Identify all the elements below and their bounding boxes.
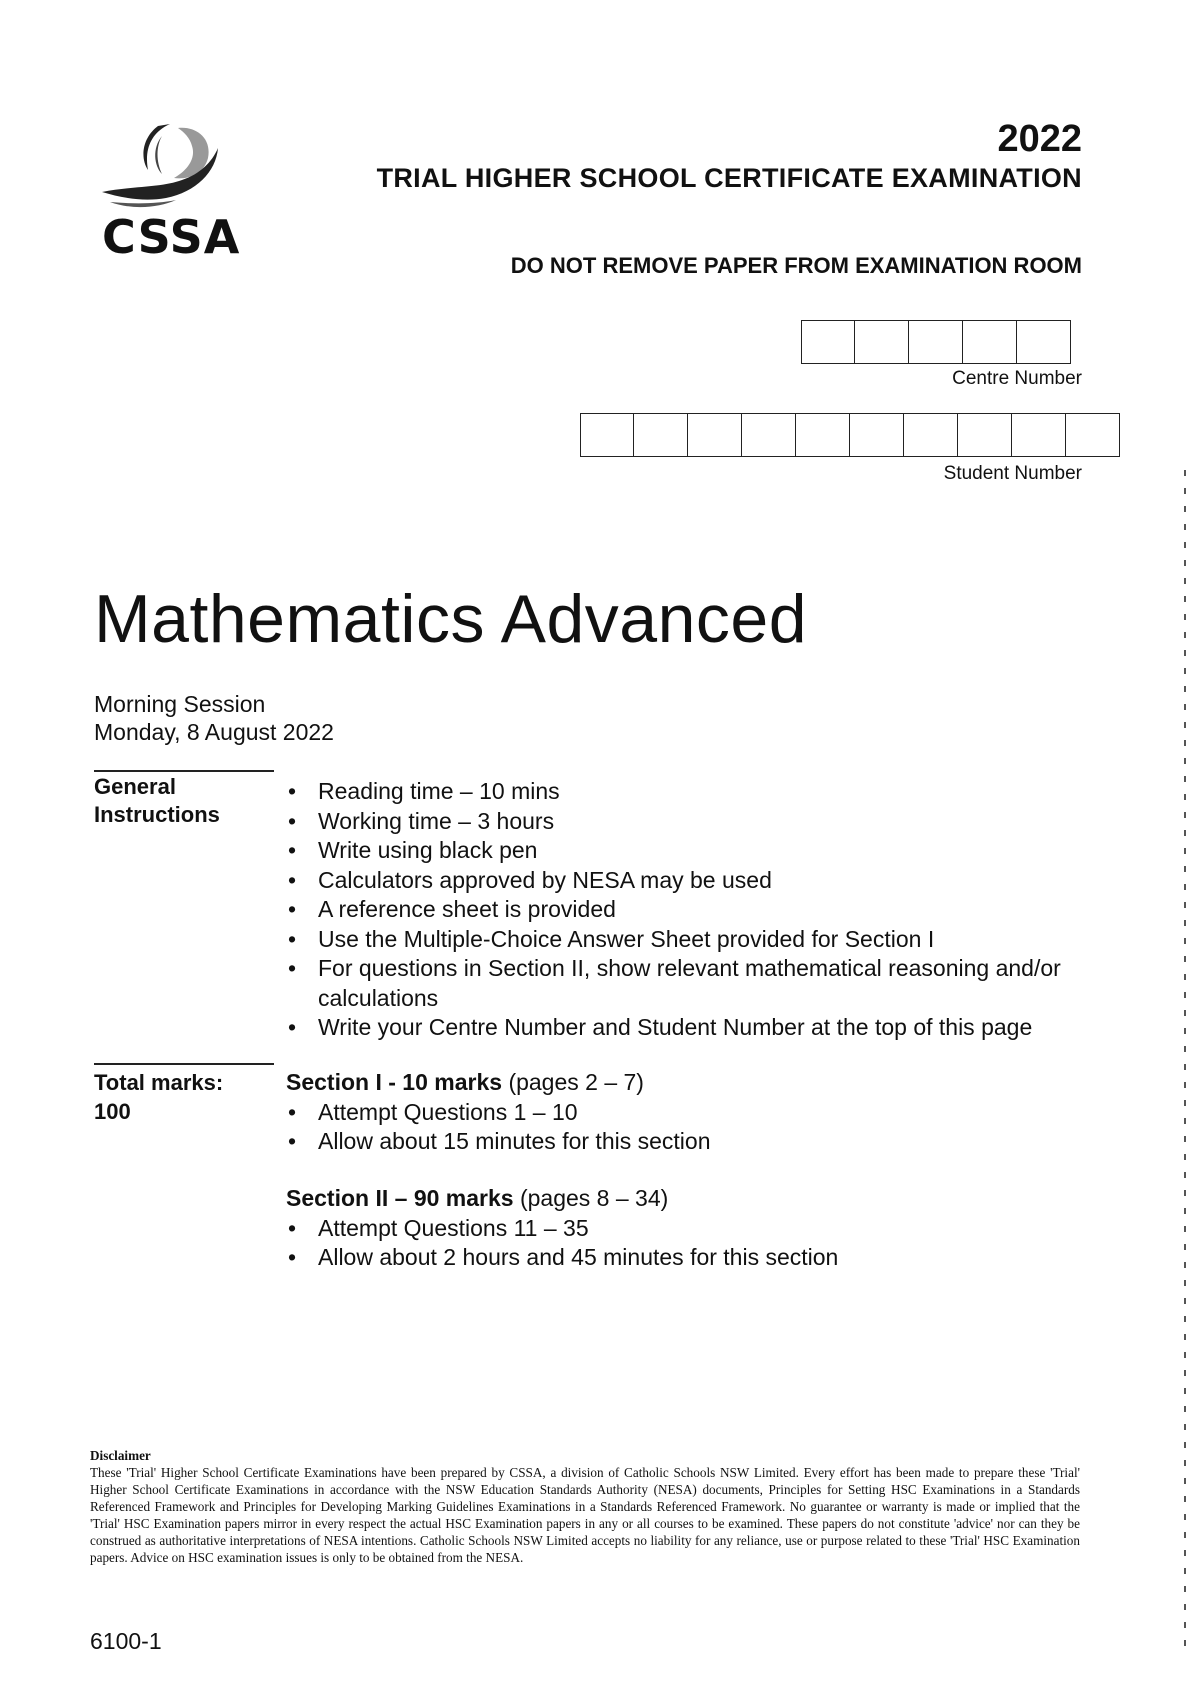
centre-number-digit-box[interactable] [855,320,909,364]
section-item: • Attempt Questions 1 – 10 [286,1098,710,1128]
general-instructions-list [286,777,1106,1043]
student-number-digit-box[interactable] [688,413,742,457]
exam-notice: DO NOT REMOVE PAPER FROM EXAMINATION ROOM [510,253,1082,278]
instruction-item: • Reading time – 10 mins [286,777,1106,807]
divider [94,770,274,772]
student-number-label: Student Number [943,463,1082,484]
section-heading: Section I - 10 marks (pages 2 – 7) [286,1069,644,1095]
centre-number-digit-box[interactable] [909,320,963,364]
exam-title: TRIAL HIGHER SCHOOL CERTIFICATE EXAMINATION [376,163,1082,193]
instruction-item: • Working time – 3 hours [286,807,1106,837]
instruction-item: • Write your Centre Number and Student Number at the top of this page [286,1013,1106,1043]
disclaimer-text: These 'Trial' Higher School Certificate Examinations have been prepared by CSSA, a division of Catholic Schools NSW Limited. Every effort has been made to prepare these 'Trial' Higher School Certificate Examinations in accordance with the NSW Education Standards Authority (NESA) documents, Principles for Setting HSC Examinations in a Standards Referenced Framework and Principles for Developing Marking Guidelines Examinations in a Standards Referenced Framework. No guarantee or warranty is made or implied that the 'Trial' HSC Examination papers mirror in every respect the actual HSC Examination papers in any or all courses to be examined. These papers do not constitute 'advice' nor can they be construed as authoritative interpretations of NESA intentions. Catholic Schools NSW Limited accepts no liability for any reliance, use or purpose related to these 'Trial' HSC Examination papers. Advice on HSC examination issues is only to be obtained from the NESA. [90,1465,1080,1565]
student-number-digit-box[interactable] [850,413,904,457]
student-number-digit-box[interactable] [796,413,850,457]
centre-number-digit-box[interactable] [1017,320,1071,364]
student-number-digit-box[interactable] [634,413,688,457]
disclaimer-heading: Disclaimer [90,1448,151,1463]
section-heading: Section II – 90 marks (pages 8 – 34) [286,1185,669,1211]
instruction-item: • Calculators approved by NESA may be used [286,866,1106,896]
subject-title: Mathematics Advanced [94,581,808,657]
centre-number-digit-box[interactable] [963,320,1017,364]
student-number-digit-box[interactable] [580,413,634,457]
session-date: Monday, 8 August 2022 [94,719,334,745]
disclaimer [90,1447,1080,1566]
section-1-info [286,1068,710,1157]
student-number-digit-box[interactable] [904,413,958,457]
instruction-item: • For questions in Section II, show relevant mathematical reasoning and/or calculations [286,954,1106,1013]
instruction-item: • Use the Multiple-Choice Answer Sheet provided for Section I [286,925,1106,955]
student-number-digit-box[interactable] [1066,413,1120,457]
exam-year: 2022 [997,118,1082,160]
logo-text: CSSA [102,210,241,264]
instruction-item: • Write using black pen [286,836,1106,866]
total-marks-value: 100 [94,1099,131,1124]
session-name: Morning Session [94,691,266,717]
section-item: • Allow about 15 minutes for this section [286,1127,710,1157]
total-marks-label: Total marks: 100 [94,1070,224,1124]
scan-edge-artifact [1184,470,1186,1650]
divider [94,1063,274,1065]
section-2-info [286,1184,838,1273]
cssa-emblem-icon [100,118,230,213]
centre-number-boxes[interactable] [801,320,1071,364]
instruction-item: • A reference sheet is provided [286,895,1106,925]
section-item: • Attempt Questions 11 – 35 [286,1214,838,1244]
cssa-logo [100,118,241,268]
student-number-digit-box[interactable] [742,413,796,457]
session-info [94,690,334,746]
general-instructions-label: General Instructions [94,774,220,827]
student-number-digit-box[interactable] [958,413,1012,457]
centre-number-label: Centre Number [952,368,1082,389]
centre-number-digit-box[interactable] [801,320,855,364]
student-number-digit-box[interactable] [1012,413,1066,457]
section-item: • Allow about 2 hours and 45 minutes for this section [286,1243,838,1273]
paper-code: 6100-1 [90,1628,162,1654]
student-number-boxes[interactable] [580,413,1120,457]
